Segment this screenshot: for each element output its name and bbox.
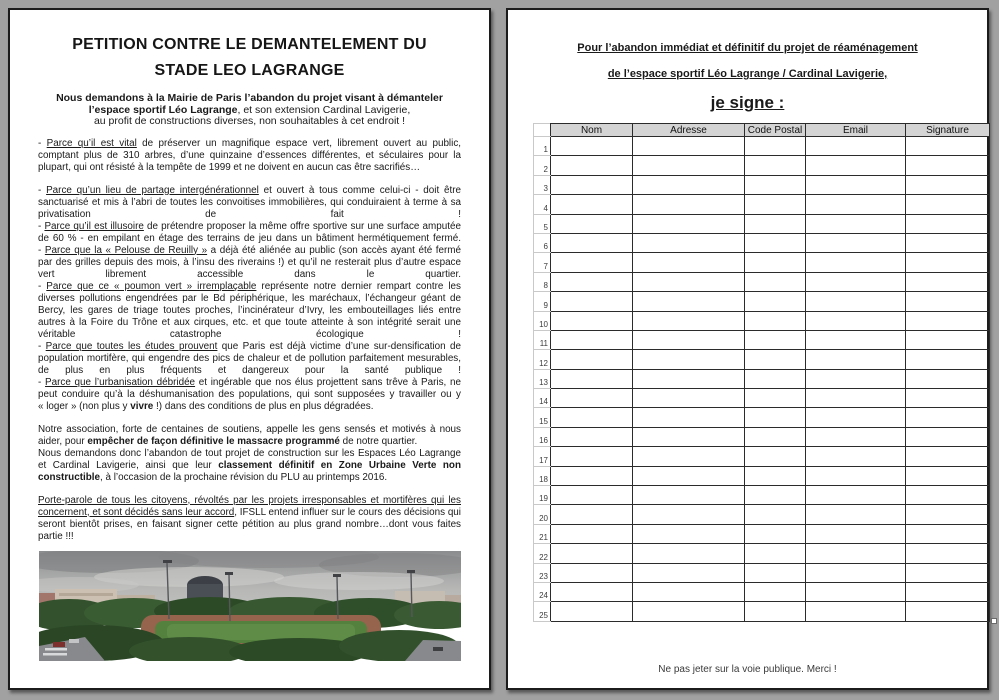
text-run: a déjà été aliénée au public (son accès ayant été fermé par des grilles depuis des mois, à l’insu des riverains !) et qu’il ne resterait plus d’autre espace vert librement accessible dans le quartier.	[38, 244, 461, 280]
petition-paragraph	[38, 448, 461, 484]
signature-table-body	[534, 137, 990, 622]
row-number: 22	[534, 544, 551, 563]
cell-adresse[interactable]	[633, 505, 745, 524]
cell-code-postal[interactable]	[745, 233, 806, 252]
row-number: 4	[534, 195, 551, 214]
row-number: 18	[534, 466, 551, 485]
cell-nom[interactable]	[551, 175, 633, 194]
cell-code-postal[interactable]	[745, 369, 806, 388]
table-row	[534, 253, 990, 272]
petition-paragraph	[38, 138, 461, 174]
text-run: -	[38, 220, 45, 232]
cell-signature[interactable]	[906, 466, 990, 485]
cell-signature[interactable]	[906, 350, 990, 369]
table-row	[534, 369, 990, 388]
cell-signature[interactable]	[906, 156, 990, 175]
column-header-adresse: Adresse	[633, 124, 745, 137]
cell-nom[interactable]	[551, 524, 633, 543]
signature-table	[533, 123, 990, 622]
table-row	[534, 214, 990, 233]
row-number: 1	[534, 137, 551, 156]
cell-adresse[interactable]	[633, 137, 745, 156]
table-row	[534, 563, 990, 582]
cell-code-postal[interactable]	[745, 486, 806, 505]
cell-nom[interactable]	[551, 292, 633, 311]
row-number: 5	[534, 214, 551, 233]
column-header-email: Email	[806, 124, 906, 137]
table-row	[534, 602, 990, 621]
text-run: et ingérable que nos élus projettent sans trêve à Paris, ne peut conduire qu’à la déshumanisation des populations, qui sont supposées y travailler ou y « loger » (non plus y	[38, 376, 461, 412]
cell-adresse[interactable]	[633, 544, 745, 563]
petition-page-content	[10, 10, 489, 661]
table-row	[534, 544, 990, 563]
signature-page-content	[508, 10, 987, 675]
petition-paragraph	[38, 245, 461, 281]
cell-email[interactable]	[806, 563, 906, 582]
row-number: 8	[534, 272, 551, 291]
cell-email[interactable]	[806, 505, 906, 524]
cell-adresse[interactable]	[633, 602, 745, 621]
cell-signature[interactable]	[906, 330, 990, 349]
row-number: 12	[534, 350, 551, 369]
header-row	[534, 124, 990, 137]
cell-adresse[interactable]	[633, 175, 745, 194]
cell-code-postal[interactable]	[745, 137, 806, 156]
cell-adresse[interactable]	[633, 447, 745, 466]
cell-email[interactable]	[806, 330, 906, 349]
stadium-photo	[39, 551, 461, 661]
cell-nom[interactable]	[551, 389, 633, 408]
row-number: 14	[534, 389, 551, 408]
table-row	[534, 447, 990, 466]
page-footer-note: Ne pas jeter sur la voie publique. Merci !	[658, 663, 837, 675]
cell-nom[interactable]	[551, 330, 633, 349]
page-title-line1: PETITION CONTRE LE DEMANTELEMENT DU	[72, 36, 427, 53]
text-run: de prétendre proposer la même offre sportive sur une surface amputée de 60 % - en empilant en étage des terrains de jeu dans un bâtiment hermétiquement fermé.	[38, 220, 461, 244]
cell-signature[interactable]	[906, 272, 990, 291]
underlined-run: Parce que toutes les études prouvent	[45, 340, 218, 352]
row-number: 20	[534, 505, 551, 524]
cell-email[interactable]	[806, 137, 906, 156]
underlined-run: Parce qu’il est vital	[46, 137, 137, 149]
cell-nom[interactable]	[551, 233, 633, 252]
signature-page	[506, 8, 989, 690]
text-run: -	[38, 340, 46, 352]
row-number: 16	[534, 427, 551, 446]
cell-code-postal[interactable]	[745, 524, 806, 543]
cell-adresse[interactable]	[633, 524, 745, 543]
text-run: que Paris est déjà victime d’une sur-densification de population mortifère, qui engendre des pics de chaleur et de pollution parfaitement mesurables, de plus en plus fréquents et dangereux pour la santé publique !	[38, 340, 461, 376]
cell-signature[interactable]	[906, 582, 990, 601]
sign-here-label: je signe :	[710, 93, 785, 112]
cell-adresse[interactable]	[633, 350, 745, 369]
text-run: au profit de constructions diverses, non souhaitables à cet endroit !	[93, 115, 406, 127]
text-run: et ouvert à tous comme celui-ci - doit être sanctuarisé et mis à l’abri de toutes les convoitises immobilières, qui conduiraient à terme à sa privatisation de fait !	[38, 184, 461, 220]
cell-code-postal[interactable]	[745, 466, 806, 485]
table-row	[534, 233, 990, 252]
cell-nom[interactable]	[551, 602, 633, 621]
cell-nom[interactable]	[551, 156, 633, 175]
cell-code-postal[interactable]	[745, 311, 806, 330]
signature-header-line1: Pour l’abandon immédiat et définitif du projet de réaménagement	[577, 42, 918, 54]
cell-signature[interactable]	[906, 447, 990, 466]
underlined-run: Parce qu’un lieu de partage intergénérationnel	[46, 184, 259, 196]
table-row	[534, 272, 990, 291]
row-number: 9	[534, 292, 551, 311]
cell-email[interactable]	[806, 233, 906, 252]
cell-signature[interactable]	[906, 389, 990, 408]
table-row	[534, 311, 990, 330]
petition-page	[8, 8, 491, 690]
cell-email[interactable]	[806, 175, 906, 194]
cell-signature[interactable]	[906, 427, 990, 446]
cell-signature[interactable]	[906, 137, 990, 156]
table-row	[534, 486, 990, 505]
text-run: de préserver un magnifique espace vert, librement ouvert au public, comptant plus de 310 arbres, d’une quinzaine d’essences différentes, et séculaires pour la plupart, qui ont résisté à la tempête de 1999 et ne doivent en aucun cas être sacrifiés…	[38, 137, 462, 173]
cell-nom[interactable]	[551, 311, 633, 330]
row-number: 2	[534, 156, 551, 175]
table-row	[534, 137, 990, 156]
row-number: 10	[534, 311, 551, 330]
cell-email[interactable]	[806, 524, 906, 543]
underlined-run: Parce que l’urbanisation débridée	[45, 376, 196, 388]
cell-email[interactable]	[806, 582, 906, 601]
cell-code-postal[interactable]	[745, 175, 806, 194]
table-row	[534, 408, 990, 427]
row-number-corner-cell	[534, 124, 551, 137]
cell-adresse[interactable]	[633, 582, 745, 601]
bold-run: classement définitif en Zone Urbaine Verte non constructible	[38, 459, 461, 483]
cell-signature[interactable]	[906, 253, 990, 272]
row-number: 25	[534, 602, 551, 621]
row-number: 13	[534, 369, 551, 388]
text-run: -	[38, 137, 47, 149]
text-run: -	[38, 184, 47, 196]
table-row	[534, 466, 990, 485]
cell-nom[interactable]	[551, 214, 633, 233]
cell-code-postal[interactable]	[745, 330, 806, 349]
row-number: 11	[534, 330, 551, 349]
cell-email[interactable]	[806, 311, 906, 330]
cell-nom[interactable]	[551, 427, 633, 446]
bold-run: Nous demandons à la Mairie de Paris l’abandon du projet visant à démanteler l’espace sportif Léo Lagrange	[56, 92, 443, 116]
cell-signature[interactable]	[906, 292, 990, 311]
row-number: 21	[534, 524, 551, 543]
petition-paragraph	[38, 221, 461, 245]
cell-adresse[interactable]	[633, 156, 745, 175]
cell-nom[interactable]	[551, 447, 633, 466]
cell-code-postal[interactable]	[745, 602, 806, 621]
signature-table-wrap	[533, 123, 989, 622]
row-number: 19	[534, 486, 551, 505]
cell-adresse[interactable]	[633, 233, 745, 252]
row-number: 15	[534, 408, 551, 427]
text-run: -	[38, 376, 46, 388]
cell-email[interactable]	[806, 544, 906, 563]
cell-nom[interactable]	[551, 195, 633, 214]
row-number: 3	[534, 175, 551, 194]
text-run: -	[38, 244, 45, 256]
text-run: Notre association, forte de centaines de soutiens, appelle les gens sensés et motivés à nous aider, pour	[38, 423, 461, 447]
cell-nom[interactable]	[551, 369, 633, 388]
bold-run: empêcher de façon définitive le massacre programmé	[87, 435, 340, 447]
petition-paragraph	[38, 424, 461, 448]
table-resize-handle[interactable]	[991, 618, 997, 624]
cell-signature[interactable]	[906, 505, 990, 524]
cell-code-postal[interactable]	[745, 505, 806, 524]
page-title	[38, 32, 461, 84]
petition-paragraph	[38, 377, 461, 413]
column-header-code-postal: Code Postal	[745, 124, 806, 137]
text-run: , et son extension Cardinal Lavigerie,	[237, 103, 411, 116]
table-row	[534, 195, 990, 214]
cell-email[interactable]	[806, 602, 906, 621]
cell-adresse[interactable]	[633, 466, 745, 485]
cell-adresse[interactable]	[633, 408, 745, 427]
cell-nom[interactable]	[551, 272, 633, 291]
cell-adresse[interactable]	[633, 272, 745, 291]
underlined-run: Parce qu’il est illusoire	[44, 220, 144, 232]
cell-adresse[interactable]	[633, 330, 745, 349]
table-row	[534, 427, 990, 446]
petition-paragraph	[38, 185, 461, 221]
cell-nom[interactable]	[551, 466, 633, 485]
cell-signature[interactable]	[906, 311, 990, 330]
cell-code-postal[interactable]	[745, 253, 806, 272]
petition-intro	[38, 93, 461, 128]
cell-email[interactable]	[806, 156, 906, 175]
cell-code-postal[interactable]	[745, 156, 806, 175]
cell-code-postal[interactable]	[745, 350, 806, 369]
column-header-nom: Nom	[551, 124, 633, 137]
cell-nom[interactable]	[551, 563, 633, 582]
table-row	[534, 175, 990, 194]
cell-email[interactable]	[806, 350, 906, 369]
cell-nom[interactable]	[551, 253, 633, 272]
cell-adresse[interactable]	[633, 389, 745, 408]
cell-adresse[interactable]	[633, 195, 745, 214]
cell-nom[interactable]	[551, 486, 633, 505]
petition-paragraph	[38, 281, 461, 341]
underlined-run: Parce que la « Pelouse de Reuilly »	[44, 244, 208, 256]
cell-email[interactable]	[806, 369, 906, 388]
signature-header-line2: de l’espace sportif Léo Lagrange / Cardinal Lavigerie,	[607, 68, 888, 80]
cell-code-postal[interactable]	[745, 408, 806, 427]
column-header-signature: Signature	[906, 124, 990, 137]
cell-code-postal[interactable]	[745, 389, 806, 408]
row-number: 6	[534, 233, 551, 252]
text-run: de notre quartier.	[339, 435, 418, 447]
text-run: , IFSLL entend influer sur le cours des décisions qui seront bientôt prises, en faisant signer cette pétition au plus grand nombre…dont vous faites partie !!!	[38, 506, 461, 542]
cell-email[interactable]	[806, 272, 906, 291]
cell-email[interactable]	[806, 292, 906, 311]
petition-paragraph	[38, 341, 461, 377]
underlined-run: Parce que ce « poumon vert » irremplaçable	[46, 280, 257, 292]
row-number: 17	[534, 447, 551, 466]
cell-nom[interactable]	[551, 408, 633, 427]
cell-code-postal[interactable]	[745, 563, 806, 582]
row-number: 23	[534, 563, 551, 582]
cell-nom[interactable]	[551, 505, 633, 524]
cell-email[interactable]	[806, 466, 906, 485]
text-run: -	[38, 280, 47, 292]
cell-nom[interactable]	[551, 137, 633, 156]
page-title-line2: STADE LEO LAGRANGE	[154, 62, 345, 79]
cell-email[interactable]	[806, 447, 906, 466]
cell-email[interactable]	[806, 486, 906, 505]
cell-code-postal[interactable]	[745, 582, 806, 601]
cell-code-postal[interactable]	[745, 427, 806, 446]
cell-nom[interactable]	[551, 350, 633, 369]
cell-email[interactable]	[806, 253, 906, 272]
cell-signature[interactable]	[906, 214, 990, 233]
table-row	[534, 330, 990, 349]
cell-nom[interactable]	[551, 582, 633, 601]
table-row	[534, 524, 990, 543]
cell-adresse[interactable]	[633, 214, 745, 233]
cell-adresse[interactable]	[633, 486, 745, 505]
cell-code-postal[interactable]	[745, 447, 806, 466]
table-row	[534, 505, 990, 524]
text-run: !) dans des conditions de plus en plus dégradées.	[153, 400, 374, 412]
table-row	[534, 350, 990, 369]
cell-code-postal[interactable]	[745, 544, 806, 563]
cell-signature[interactable]	[906, 369, 990, 388]
cell-adresse[interactable]	[633, 563, 745, 582]
cell-signature[interactable]	[906, 544, 990, 563]
table-row	[534, 156, 990, 175]
cell-adresse[interactable]	[633, 292, 745, 311]
petition-body	[38, 138, 461, 543]
cell-signature[interactable]	[906, 175, 990, 194]
cell-adresse[interactable]	[633, 369, 745, 388]
cell-code-postal[interactable]	[745, 195, 806, 214]
cell-email[interactable]	[806, 195, 906, 214]
text-run: , à l’occasion de la prochaine révision du PLU au printemps 2016.	[100, 471, 388, 483]
cell-signature[interactable]	[906, 233, 990, 252]
signature-table-head	[534, 124, 990, 137]
cell-signature[interactable]	[906, 563, 990, 582]
cell-signature[interactable]	[906, 602, 990, 621]
text-run: représente notre dernier rempart contre les diverses pollutions engendrées par le Bd périphérique, les maréchaux, l’échangeur géant de Bercy, les gares de triage toutes proches, l’incinérateur d’Ivry, les embouteillages liés entre autres à la Foire du Trône et aux cirques, etc. et que toute atteinte à son intégrité serait une véritable catastrophe écologique !	[38, 280, 461, 340]
cell-email[interactable]	[806, 389, 906, 408]
cell-code-postal[interactable]	[745, 214, 806, 233]
petition-paragraph	[38, 495, 461, 543]
table-row	[534, 389, 990, 408]
row-number: 24	[534, 582, 551, 601]
text-run: Nous demandons donc l’abandon de tout projet de construction sur les Espaces Léo Lagrange et Cardinal Lavigerie, ainsi que leur	[38, 447, 461, 471]
cell-email[interactable]	[806, 214, 906, 233]
table-row	[534, 582, 990, 601]
table-row	[534, 292, 990, 311]
underlined-run: Porte-parole de tous les citoyens, révoltés par les projets irresponsables et mortifères qui les concernent, et sont décidés sans leur accord	[38, 494, 461, 518]
cell-adresse[interactable]	[633, 311, 745, 330]
cell-code-postal[interactable]	[745, 292, 806, 311]
bold-run: vivre	[130, 400, 154, 412]
cell-signature[interactable]	[906, 524, 990, 543]
row-number: 7	[534, 253, 551, 272]
cell-code-postal[interactable]	[745, 272, 806, 291]
cell-adresse[interactable]	[633, 427, 745, 446]
cell-email[interactable]	[806, 408, 906, 427]
cell-signature[interactable]	[906, 486, 990, 505]
cell-signature[interactable]	[906, 408, 990, 427]
cell-signature[interactable]	[906, 195, 990, 214]
cell-email[interactable]	[806, 427, 906, 446]
cell-adresse[interactable]	[633, 253, 745, 272]
cell-nom[interactable]	[551, 544, 633, 563]
